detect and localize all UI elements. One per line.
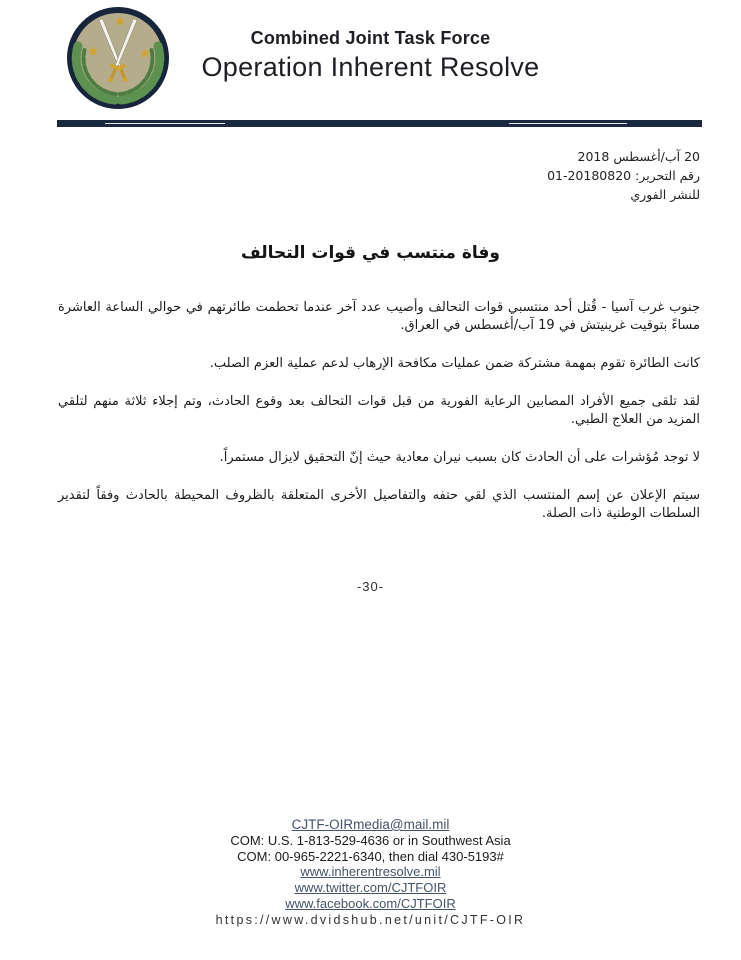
- operation-name: Operation Inherent Resolve: [201, 52, 540, 82]
- release-paragraph-4: لا توجد مُؤشرات على أن الحادث كان بسبب نيران معادية حيث إنّ التحقيق لايزال مستمراً.: [219, 449, 700, 465]
- release-paragraph-5: سيتم الإعلان عن إسم المنتسب الذي لقي حتفه والتفاصيل الأخرى المتعلقة بالظروف المحيطة بالحادث وفقاً لتقدير السلطات الوطنية ذات الصلة.: [58, 487, 700, 521]
- phone-line-us: COM: U.S. 1-813-529-4636 or in Southwest Asia: [230, 832, 511, 848]
- twitter-link[interactable]: www.twitter.com/CJTFOIR: [294, 880, 447, 896]
- org-name: Combined Joint Task Force: [250, 28, 491, 48]
- email-link[interactable]: CJTF-OIRmedia@mail.mil: [291, 817, 450, 832]
- dvidshub-link[interactable]: https://www.dvidshub.net/unit/CJTF-OIR: [215, 912, 526, 927]
- header-divider: [57, 120, 702, 127]
- release-date: 20 آب/أغسطس 2018: [577, 149, 700, 164]
- release-body: [58, 299, 700, 523]
- release-paragraph-2: كانت الطائرة تقوم بمهمة مشتركة ضمن عمليات مكافحة الإرهاب لدعم عملية العزم الصلب.: [209, 355, 700, 371]
- facebook-link[interactable]: www.facebook.com/CJTFOIR: [285, 895, 456, 911]
- release-title: وفاة منتسب في قوات التحالف: [241, 243, 500, 263]
- contact-footer: [0, 817, 741, 929]
- end-mark: -30-: [356, 578, 385, 594]
- release-paragraph-1: جنوب غرب آسيا - قُتل أحد منتسبي قوات التحالف وأصيب عدد آخر عندما تحطمت طائرتهم في حوالي الساعة العاشرة مساءً بتوقيت غرينيتش في 19 آب/أغسطس في العراق.: [58, 300, 700, 333]
- release-number: رقم التحرير: 20180820-01: [547, 168, 700, 183]
- release-meta: [0, 147, 700, 204]
- release-paragraph-3: لقد تلقى جميع الأفراد المصابين الرعاية الفورية من قبل قوات التحالف بعد وقوع الحادث، وتم إجلاء ثلاثة منهم لتلقي المزيد من العلاج الطبي.: [58, 393, 700, 427]
- document-header: [0, 0, 741, 114]
- phone-line-swa: COM: 00-965-2221-6340, then dial 430-5193#: [237, 848, 504, 864]
- immediate-release-label: للنشر الفوري: [630, 187, 700, 202]
- website-link[interactable]: www.inherentresolve.mil: [300, 864, 441, 880]
- header-titles: [0, 28, 741, 83]
